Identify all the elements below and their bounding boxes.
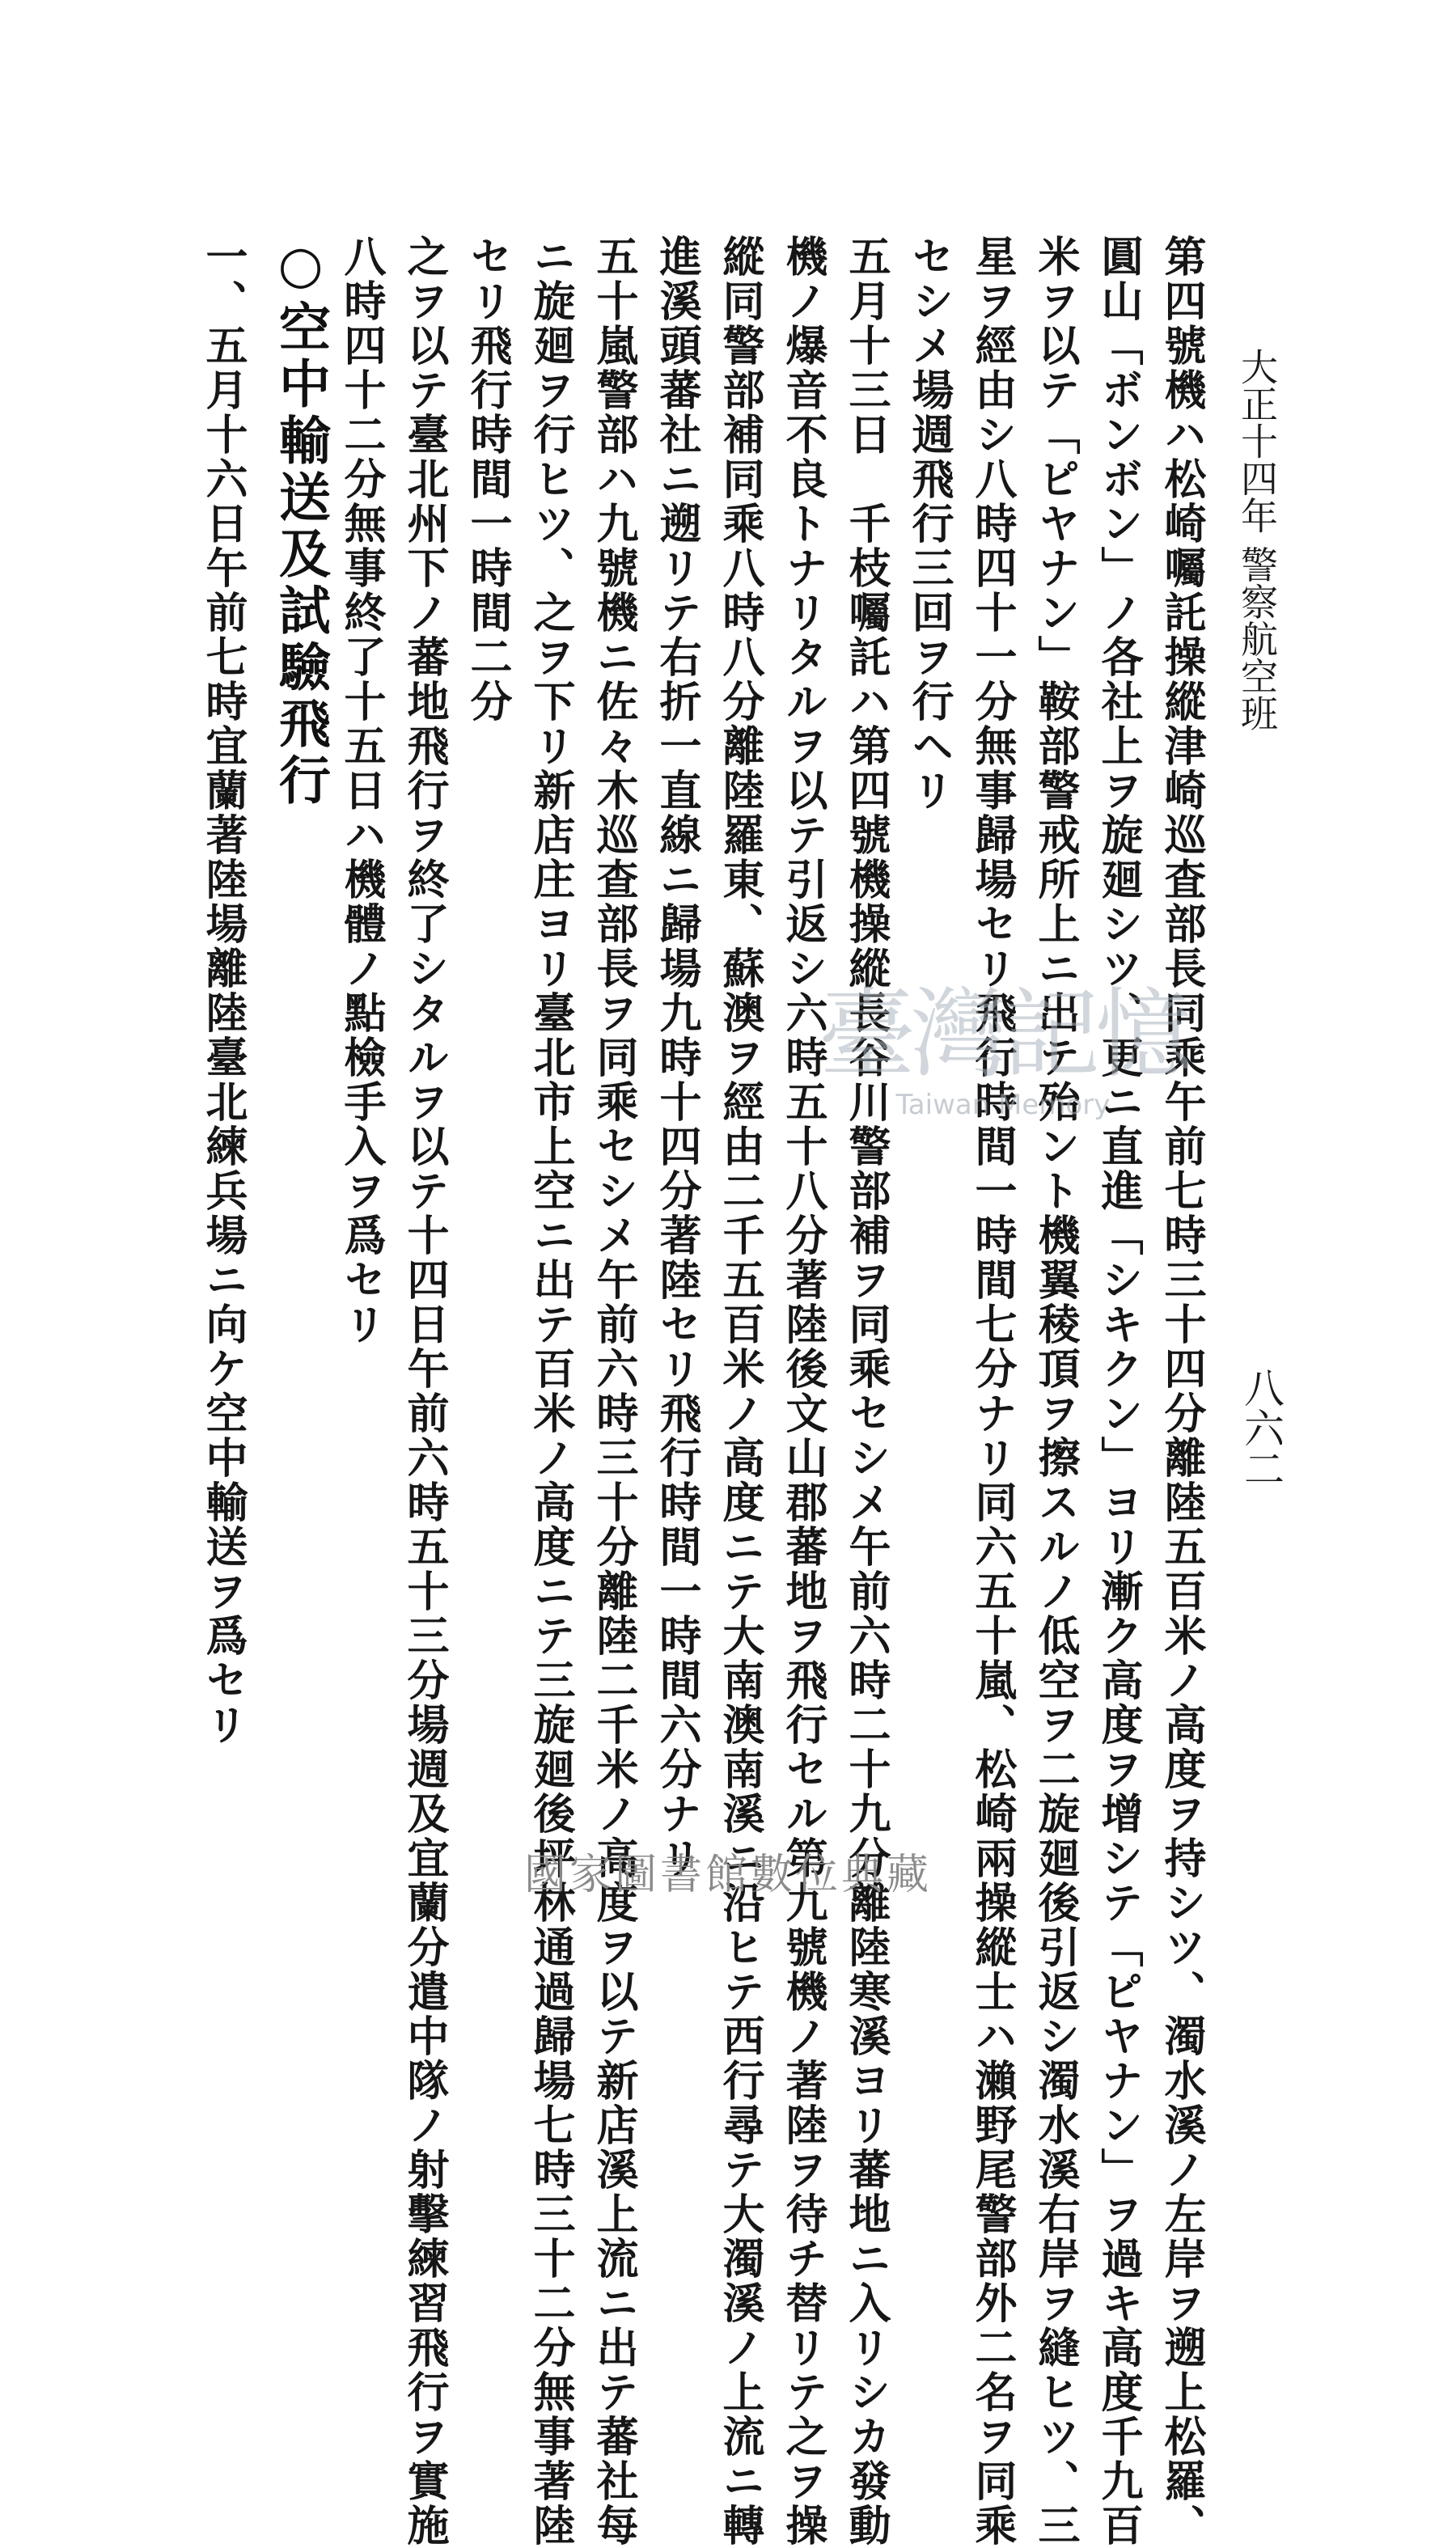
text-column-6: 五月十三日 千枝囑託ハ第四號機操縱長谷川警部補ヲ同乘セシメ午前六時二十九分離陸寒溪ヨリ蕃地ニ入リシカ發動 — [841, 235, 891, 2548]
text-column-14: 八時四十二分無事終了十五日ハ機體ノ點檢手入ヲ爲セリ — [336, 235, 386, 1347]
text-column-10: 五十嵐警部ハ九號機ニ佐々木巡查部長ヲ同乘セシメ午前六時三十分離陸二千米ノ高度ヲ以テ新店溪上流ニ出テ蕃社每 — [589, 235, 638, 2548]
watermark-subtitle: Taiwan Memory — [895, 1089, 1111, 1121]
text-column-5: セシメ場週飛行三回ヲ行ヘリ — [904, 235, 954, 813]
text-column-8: 縱同警部補同乘八時八分離陸羅東、蘇澳ヲ經由二千五百米ノ高度ニテ大南澳南溪ニ沿ヒテ西行尋テ大濁溪ノ上流ニ轉 — [715, 235, 764, 2548]
section-heading: ○空中輸送及試驗飛行 — [270, 235, 331, 810]
watermark — [817, 979, 1189, 1141]
text-column-2: 圓山「ボンボン」ノ各社上ヲ旋廻シツ、更ニ直進「シキクン」ヨリ漸ク高度ヲ增シテ「ピヤナン」ヲ過キ高度千九百 — [1094, 235, 1143, 2548]
footer-credit: 國家圖書館數位典藏 — [523, 1851, 932, 1899]
text-column-4: 星ヲ經由シ八時四十一分無事歸場セリ飛行時間一時間七分ナリ同六五十嵐、松崎兩操縱士ハ瀨野尾警部外二名ヲ同乘 — [967, 235, 1017, 2548]
text-column-7: 機ノ爆音不良トナリタルヲ以テ引返シ六時五十八分著陸後文山郡蕃地ヲ飛行セル第九號機ノ著陸ヲ待チ替リテ之ヲ操 — [778, 235, 827, 2548]
page-number: 八六二 — [1238, 1367, 1285, 1488]
running-header: 大正十四年 警察航空班 — [1235, 348, 1279, 732]
watermark-logo-text: 臺灣記憶 — [819, 979, 1187, 1091]
text-column-11: ニ旋廻ヲ行ヒツ、之ヲ下リ新店庄ヨリ臺北市上空ニ出テ百米ノ高度ニテ三旋廻後坪林通過歸場七時三十二分無事著陸 — [526, 235, 575, 2548]
text-column-3: 米ヲ以テ「ピヤナン」鞍部警戒所上ニ出テ殆ント機翼稜頂ヲ擦スルノ低空ヲ二旋廻後引返シ濁水溪右岸ヲ縫ヒツ、三 — [1031, 235, 1080, 2548]
list-item-1: 一、五月十六日午前七時宜蘭著陸場離陸臺北練兵場ニ向ケ空中輸送ヲ爲セリ — [198, 235, 248, 1747]
text-column-13: 之ヲ以テ臺北州下ノ蕃地飛行ヲ終了シタルヲ以テ十四日午前六時五十三分場週及宜蘭分遣中隊ノ射擊練習飛行ヲ實施 — [400, 235, 449, 2548]
text-column-12: セリ飛行時間一時間二分 — [463, 235, 512, 724]
text-column-1: 第四號機ハ松崎囑託操縱津崎巡査部長同乘午前七時三十四分離陸五百米ノ高度ヲ持シツ、濁水溪ノ左岸ヲ遡上松羅、 — [1157, 235, 1206, 2548]
text-column-9: 進溪頭蕃社ニ遡リテ右折一直線ニ歸場九時十四分著陸セリ飛行時間一時間六分ナリ — [652, 235, 701, 1881]
